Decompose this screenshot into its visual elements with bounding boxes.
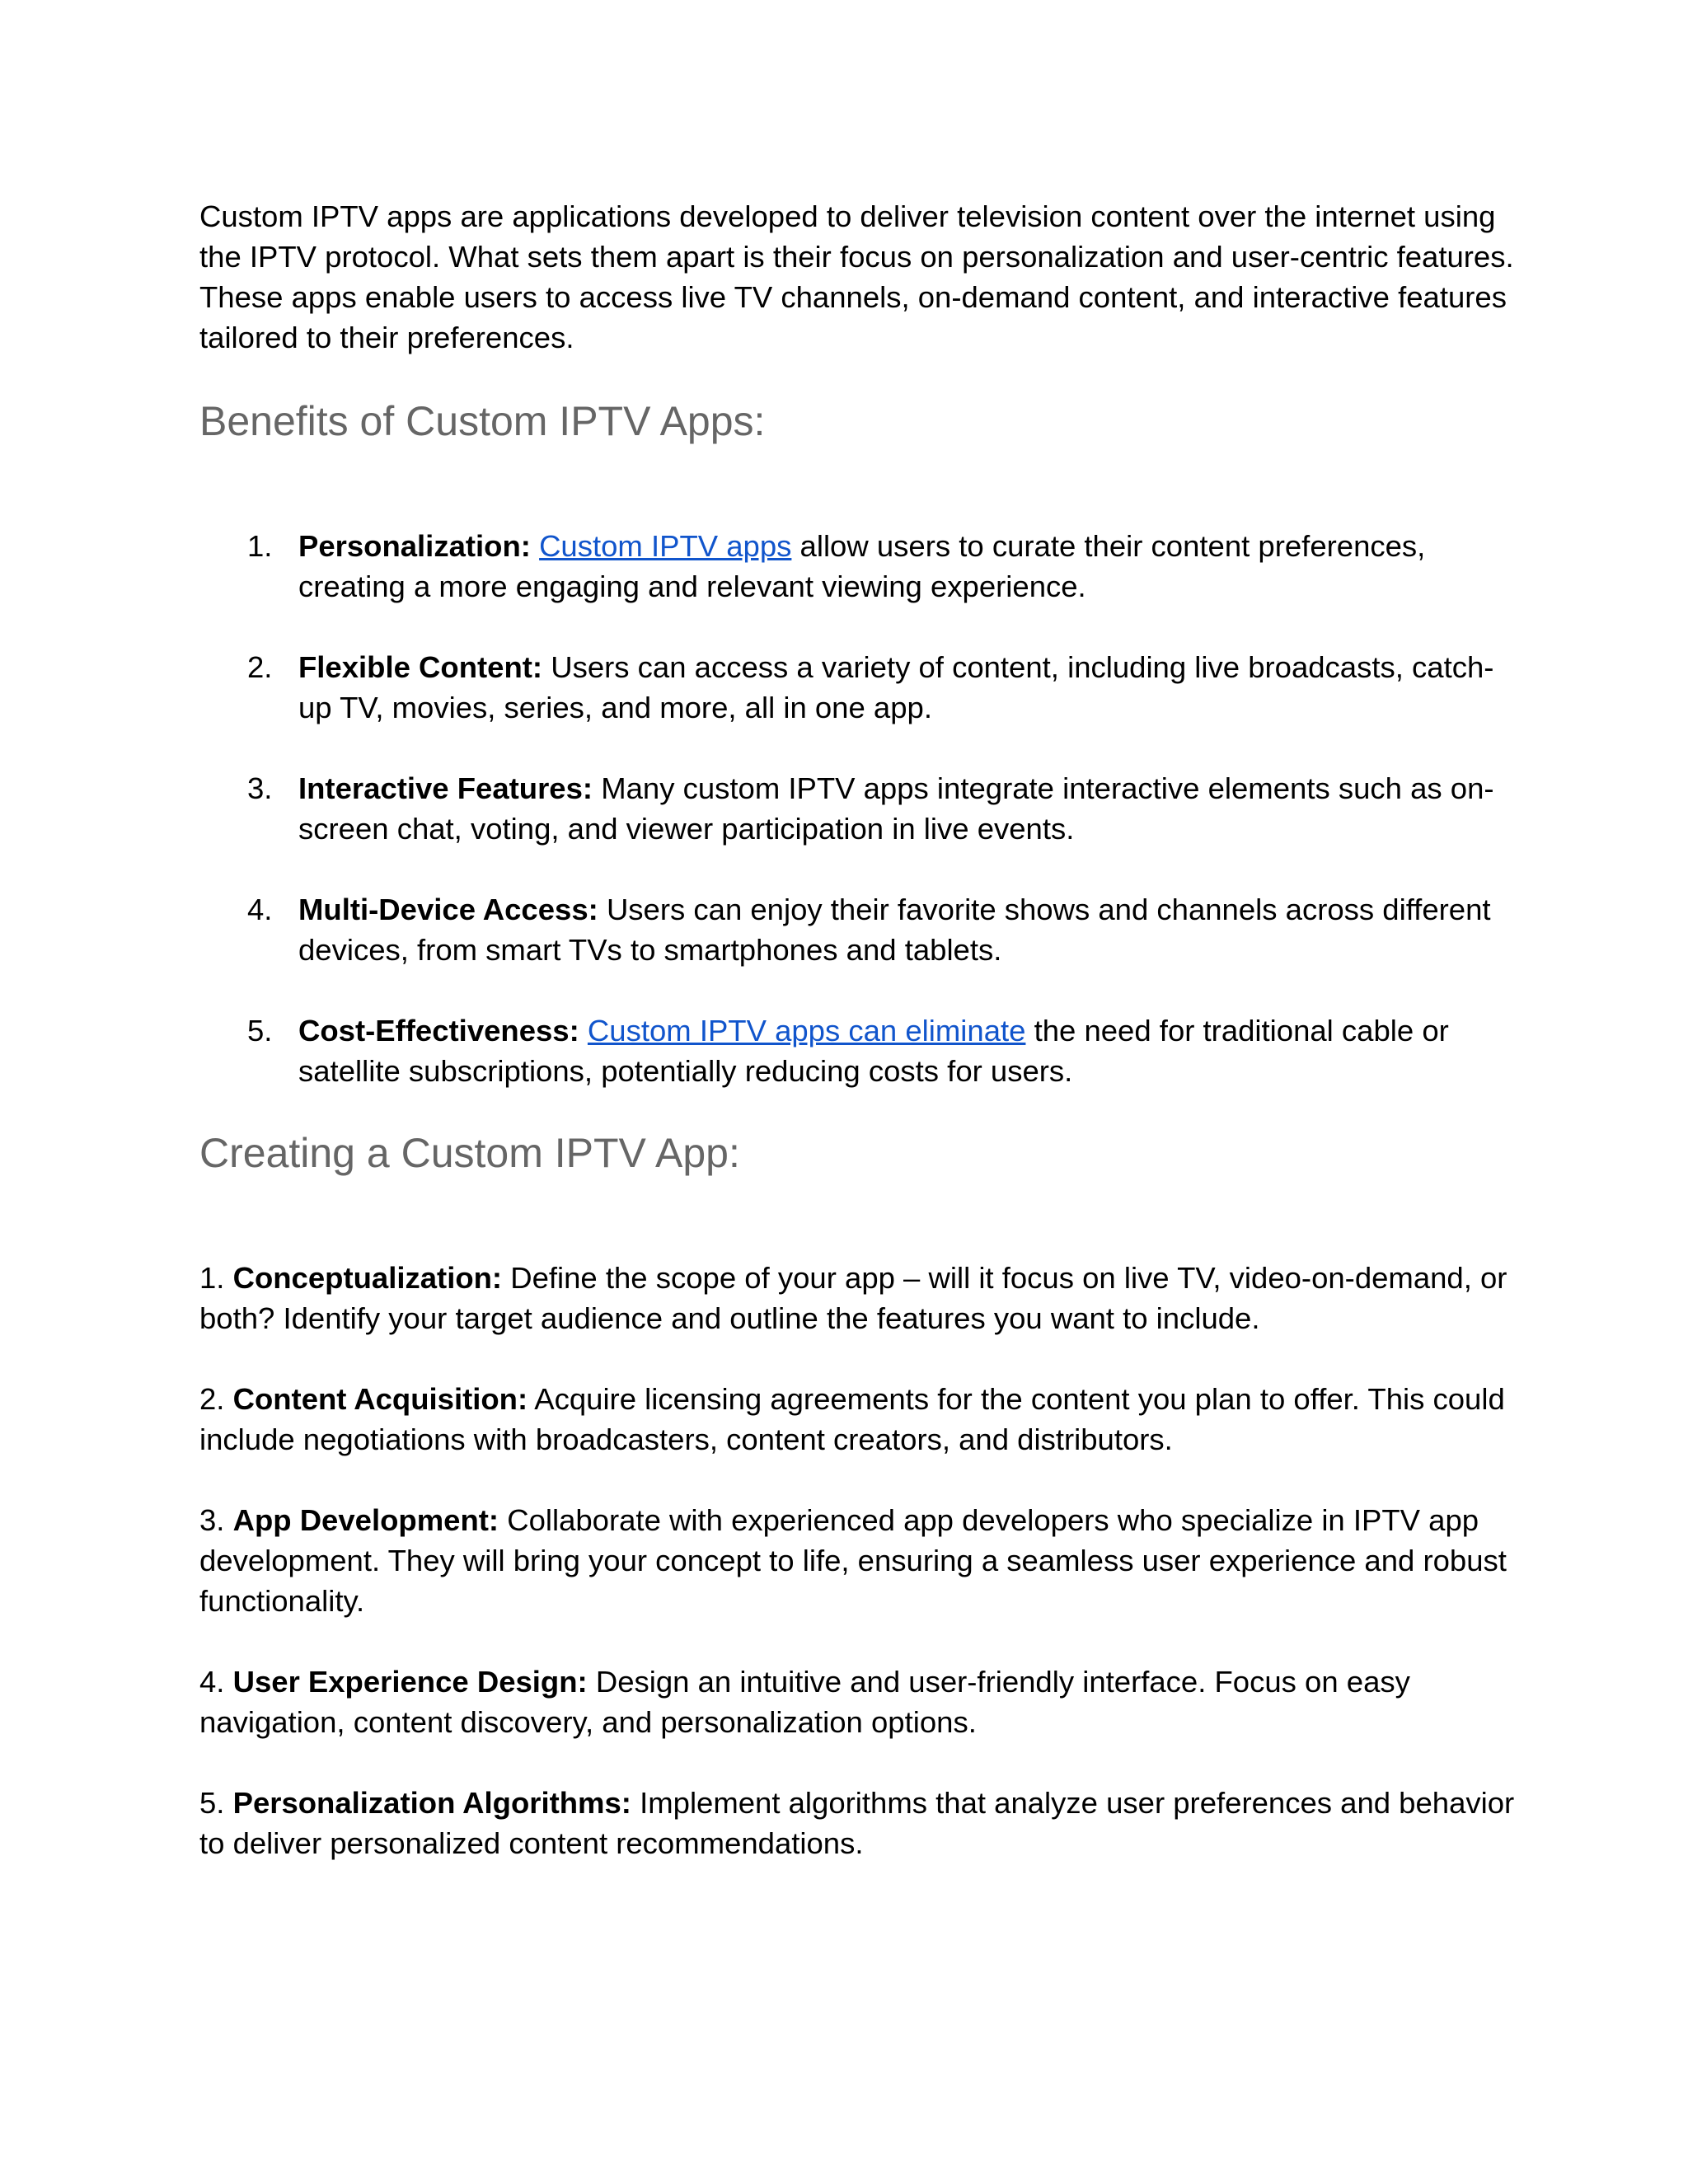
step-text: Acquire licensing agreements for the content you plan to offer. This could include negotiations with broadcasters, content creators, and distributors.: [199, 1382, 1505, 1456]
benefit-label: Personalization:: [298, 529, 531, 563]
step-label: Personalization Algorithms:: [232, 1786, 631, 1820]
benefit-label: Interactive Features:: [298, 771, 593, 805]
benefit-text: the need for traditional cable or satellite subscriptions, potentially reducing costs for users.: [298, 1014, 1449, 1088]
step-number: 1.: [199, 1261, 225, 1295]
step-number: 2.: [199, 1382, 225, 1416]
list-number: 1.: [247, 529, 273, 563]
benefit-text: Users can enjoy their favorite shows and channels across different devices, from smart TVs to smartphones and tablets.: [298, 893, 1491, 967]
intro-paragraph: Custom IPTV apps are applications developed to deliver television content over the internet using the IPTV protocol. What sets them apart is their focus on personalization and user-centric features. These apps enable users to access live TV channels, on-demand content, and interactive features tailored to their preferences.: [199, 199, 1514, 354]
benefit-item-multi-device-access: [199, 889, 1518, 970]
step-conceptualization: [199, 1258, 1518, 1338]
step-label: User Experience Design:: [232, 1665, 588, 1699]
step-text: Implement algorithms that analyze user preferences and behavior to deliver personalized content recommendations.: [199, 1786, 1515, 1860]
step-text: Design an intuitive and user-friendly interface. Focus on easy navigation, content discovery, and personalization options.: [199, 1665, 1410, 1739]
benefit-text: allow users to curate their content preferences, creating a more engaging and relevant viewing experience.: [298, 529, 1426, 603]
benefit-label: Cost-Effectiveness:: [298, 1014, 579, 1047]
step-number: 5.: [199, 1786, 225, 1820]
custom-iptv-apps-can-eliminate-link[interactable]: Custom IPTV apps can eliminate: [587, 1014, 1026, 1047]
list-number: 4.: [247, 893, 273, 926]
step-number: 3.: [199, 1503, 225, 1537]
step-user-experience-design: [199, 1661, 1518, 1742]
creating-heading: Creating a Custom IPTV App:: [199, 1130, 740, 1176]
step-content-acquisition: [199, 1379, 1518, 1460]
benefit-item-cost-effectiveness: [199, 1010, 1518, 1091]
benefit-label: Flexible Content:: [298, 650, 543, 684]
benefit-label: Multi-Device Access:: [298, 893, 598, 926]
list-number: 2.: [247, 650, 273, 684]
benefits-list: [199, 526, 1518, 1091]
benefit-item-personalization: [199, 526, 1518, 607]
step-personalization-algorithms: [199, 1783, 1518, 1863]
step-app-development: [199, 1500, 1518, 1621]
benefits-heading: Benefits of Custom IPTV Apps:: [199, 398, 766, 444]
benefit-item-flexible-content: [199, 647, 1518, 728]
document-content: [199, 196, 1518, 1904]
benefit-item-interactive-features: [199, 768, 1518, 849]
benefit-text: Many custom IPTV apps integrate interactive elements such as on-screen chat, voting, and viewer participation in live events.: [298, 771, 1494, 846]
custom-iptv-apps-link[interactable]: Custom IPTV apps: [539, 529, 792, 563]
step-text: Collaborate with experienced app developers who specialize in IPTV app development. They will bring your concept to life, ensuring a seamless user experience and robust functionality.: [199, 1503, 1507, 1618]
step-label: Conceptualization:: [232, 1261, 503, 1295]
step-label: Content Acquisition:: [232, 1382, 528, 1416]
step-text: Define the scope of your app – will it focus on live TV, video-on-demand, or both? Identify your target audience and outline the features you want to include.: [199, 1261, 1507, 1335]
step-number: 4.: [199, 1665, 225, 1699]
list-number: 3.: [247, 771, 273, 805]
benefit-text: Users can access a variety of content, including live broadcasts, catch-up TV, movies, series, and more, all in one app.: [298, 650, 1494, 724]
step-label: App Development:: [232, 1503, 499, 1537]
list-number: 5.: [247, 1014, 273, 1047]
